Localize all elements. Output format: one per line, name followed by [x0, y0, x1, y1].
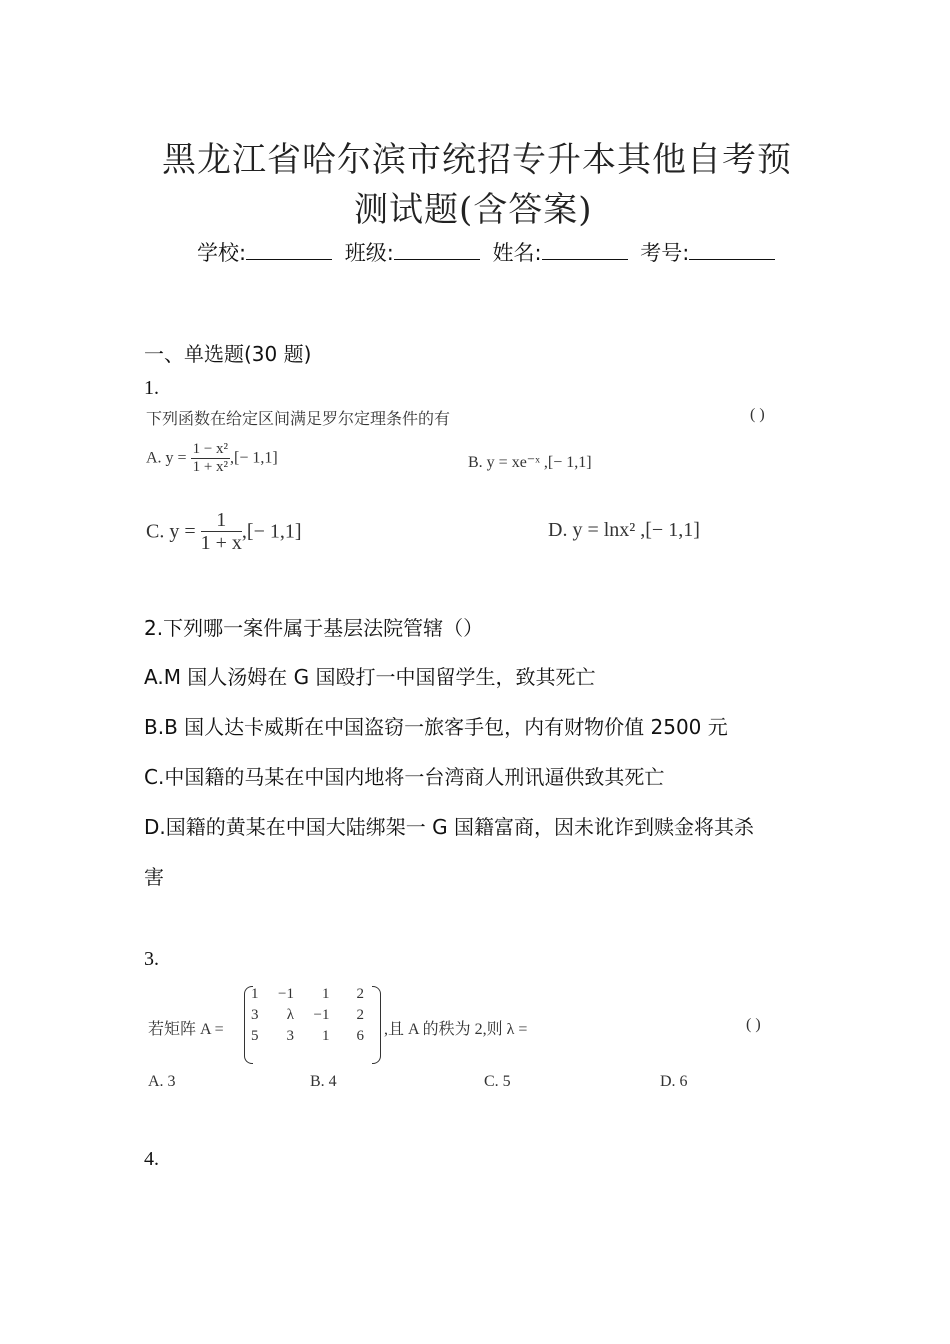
q1-option-c-prefix: C. y = [146, 520, 196, 543]
q3-stem-prefix: 若矩阵 A = [148, 1021, 224, 1038]
matrix-row [224, 984, 364, 1005]
q2-stem: 2.下列哪一案件属于基层法院管辖（） [144, 616, 484, 640]
q3-option-a: A. 3 [148, 1073, 176, 1090]
q3-option-c: C. 5 [484, 1073, 511, 1090]
q1-option-a-numerator: 1 − x² [192, 441, 229, 457]
class-blank [394, 258, 480, 260]
q1-option-c-denominator: 1 + x [200, 532, 242, 554]
q1-option-c-fraction [201, 509, 242, 555]
school-blank [246, 258, 332, 260]
q1-stem: 下列函数在给定区间满足罗尔定理条件的有 [146, 411, 451, 428]
class-label: 班级: [344, 241, 394, 265]
matrix-row [224, 1005, 364, 1026]
name-blank [542, 258, 628, 260]
matrix-cell: 6 [356, 1028, 364, 1044]
q3-option-d: D. 6 [660, 1073, 688, 1090]
matrix-cell: −1 [278, 986, 294, 1002]
school-label: 学校: [197, 241, 247, 265]
matrix-cell: λ [286, 1007, 294, 1023]
q1-option-d: D. y = lnx² ,[− 1,1] [548, 519, 700, 541]
q2-option-d-line2: 害 [144, 865, 164, 889]
q2-option-b: B.B 国人达卡威斯在中国盗窃一旅客手包，内有财物价值 2500 元 [144, 715, 728, 739]
matrix-cell: 1 [321, 1028, 330, 1044]
id-blank [689, 258, 775, 260]
q1-option-a-prefix: A. y = [146, 449, 187, 467]
q2-option-c: C.中国籍的马某在中国内地将一台湾商人刑讯逼供致其死亡 [144, 765, 665, 789]
matrix-right-bracket [372, 986, 381, 1064]
q1-option-c-numerator: 1 [201, 509, 242, 532]
matrix-cell: 1 [321, 986, 330, 1002]
q1-option-a-denominator: 1 + x² [192, 458, 229, 475]
q1-option-c-interval: ,[− 1,1] [241, 520, 302, 543]
matrix-cell: −1 [313, 1007, 330, 1023]
q2-option-a: A.M 国人汤姆在 G 国殴打一中国留学生，致其死亡 [144, 665, 596, 689]
q3-option-b: B. 4 [310, 1073, 337, 1090]
name-label: 姓名: [492, 241, 542, 265]
q3-stem-suffix: ,且 A 的秩为 2,则 λ = [384, 1021, 528, 1038]
matrix-cell: 3 [286, 1028, 294, 1044]
matrix-cell: 1 [251, 986, 259, 1002]
matrix-cell: 2 [356, 986, 364, 1002]
doc-title-line1: 黑龙江省哈尔滨市统招专升本其他自考预 [162, 140, 792, 180]
matrix-cell: 5 [251, 1028, 259, 1044]
matrix-row [224, 1026, 364, 1047]
id-label: 考号: [640, 241, 690, 265]
q3-answer-paren: ( ) [746, 1016, 761, 1033]
q1-option-a [146, 441, 278, 476]
q1-number: 1. [144, 377, 159, 399]
q1-option-a-interval: ,[− 1,1] [230, 449, 278, 467]
q3-matrix [244, 986, 384, 1066]
matrix-cell: 3 [251, 1007, 259, 1023]
matrix-table [224, 984, 364, 1047]
q3-number: 3. [144, 948, 159, 970]
doc-title-line2: 测试题(含答案) [354, 190, 593, 230]
section-heading: 一、单选题(30 题) [144, 342, 312, 366]
student-info-row [197, 237, 781, 267]
q1-answer-paren: ( ) [750, 406, 765, 423]
q4-number: 4. [144, 1148, 159, 1170]
q2-option-d-line1: D.国籍的黄某在中国大陆绑架一 G 国籍富商，因未讹诈到赎金将其杀 [144, 815, 754, 839]
q1-option-b: B. y = xe⁻ˣ ,[− 1,1] [468, 454, 592, 471]
q1-option-a-fraction [191, 441, 230, 476]
q1-option-c [146, 509, 302, 555]
matrix-cell: 2 [356, 1007, 364, 1023]
